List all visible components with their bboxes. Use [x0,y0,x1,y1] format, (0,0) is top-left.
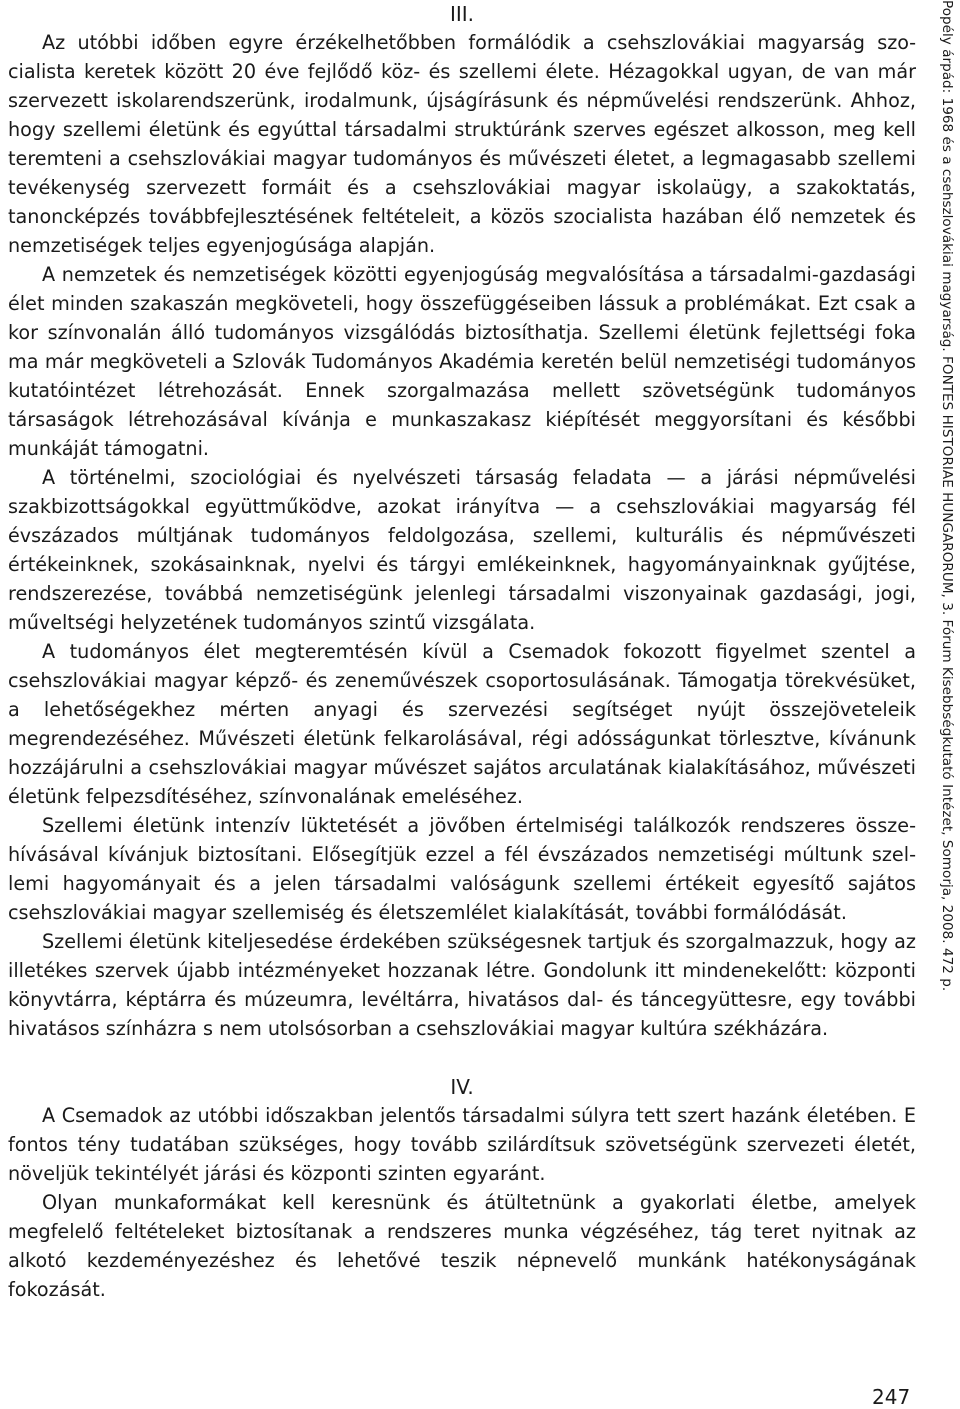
section-4-paragraph-1: A Csemadok az utóbbi időszakban jelentős társadalmi súlyra tett szert hazánk életében. E fontos tény tudatában szükséges, hogy tovább szilárdítsuk szövetségünk szervezeti életét, növeljük tekintélyét járási és központi szinten egyaránt. [8,1104,916,1185]
source-citation-sidebar [937,0,957,1123]
page-body [8,0,916,1304]
section-3-paragraph-2: A nemzetek és nemzetiségek közötti egyenjogúság megvalósítása a társadalmi-gazdasági élet minden szakaszán megköveteli, hogy összefüggéseiben lássuk a problémákat. Ezt csak a kor színvonalán álló tudományos vizsgálódás biztosíthatja. Szellemi életünk fejlettségi foka ma már megköveteli a Szlovák Tudományos Akadémia keretén belül nemzetiségi tudományos kutatóintézet létrehozását. Ennek szorgalmazása mellett szövetségünk tudományos társaságok létrehozásával kívánja e munkaszakasz kiépítését meggyorsítani és későbbi munkáját támogatni. [8,263,916,460]
section-4-paragraph-2: Olyan munkaformákat kell keresnünk és átültetnünk a gyakorlati életbe, amelyek megfelelő feltételeket biztosítanak a rendszeres munka végzéséhez, tág teret nyitnak az alkotó kezdeményezéshez és lehetővé teszik népnevelő munkánk hatékonyságának fokozását. [8,1191,916,1301]
source-citation-text: Popély árpád: 1968 és a csehszlovákiai magyarság. FONTES HISTORIAE HUNGARORUM, 3. Fórum Kisebbségkutató Intézet, Somorja, 2008. 472 p. [939,0,955,992]
section-4-title: IV. [450,1075,474,1099]
section-3-paragraph-6: Szellemi életünk kiteljesedése érdekében szükségesnek tartjuk és szorgalmazzuk, hogy az illetékes szervek újabb intézményeket hozzanak létre. Gondolunk itt mindenekelőtt: központi könyvtárra, képtárra és múzeumra, levéltárra, hivatásos dal- és táncegyüttesre, egy további hivatásos színházra s nem utolsósorban a csehszlovákiai magyar kultúra székházára. [8,930,916,1040]
section-3-title: III. [449,2,475,26]
section-3-paragraph-1: Az utóbbi időben egyre érzékelhetőbben formálódik a csehszlovákiai magyarság szocialista keretek között 20 éve fejlődő köz- és szellemi élete. Hézagokkal ugyan, de van már szervezett iskolarendszerünk, irodalmunk, újságírásunk és népművelési rendszerünk. Ahhoz, hogy szellemi életünk és egyúttal társadalmi struktúránk szerves egészet alkosson, meg kell teremteni a csehszlovákiai magyar tudományos és művészeti életet, a legmagasabb szellemi tevékenység szervezett formáit és a csehszlovákiai magyar iskolaügy, a szakoktatás, tanoncképzés továbbfejlesztésének feltételeit, a közös szocialista hazában élő nemzetek és nemzetiségek teljes egyenjogúsága alapján. [8,31,916,257]
section-3-paragraph-5: Szellemi életünk intenzív lüktetését a jövőben értelmiségi találkozók rendszeres összehívásával kívánjuk biztosítani. Elősegítjük ezzel a fél évszázados nemzetiségi múltunk szellemi hagyományait és a jelen társadalmi valóságunk szellemi értékeit egyesítő sajátos csehszlovákiai magyar szellemiség és életszemlélet kialakítását, további formálódását. [8,814,916,924]
page-number: 247 [872,1385,911,1409]
section-3-paragraph-3: A történelmi, szociológiai és nyelvészeti társaság feladata — a járási népművelési szakbizottságokkal együttműködve, azokat irányítva — a csehszlovákiai magyarság fél évszázados múltjának tudományos feldolgozása, szellemi, kulturális és népművészeti értékeinknek, szokásainknak, nyelvi és tárgyi emlékeinknek, hagyományainknak gyűjtése, rendszerezése, továbbá nemzetiségünk jelenlegi társadalmi viszonyainak gazdasági, jogi, műveltségi helyzetének tudományos szintű vizsgálata. [8,466,916,634]
section-3-paragraph-4: A tudományos élet megteremtésén kívül a Csemadok fokozott figyelmet szentel a csehszlovákiai magyar képző- és zeneművészek csoportosulásának. Támogatja törekvésüket, a lehetőségekhez mérten anyagi és szervezési segítséget nyújt összejöveteleik megrendezéséhez. Művészeti életünk felkarolásával, régi adósságunkat törlesztve, kívánunk hozzájárulni a csehszlovákiai magyar művészet sajátos arculatának kialakításához, művészeti életünk felpezsdítéséhez, színvonalának emeléséhez. [8,640,916,808]
